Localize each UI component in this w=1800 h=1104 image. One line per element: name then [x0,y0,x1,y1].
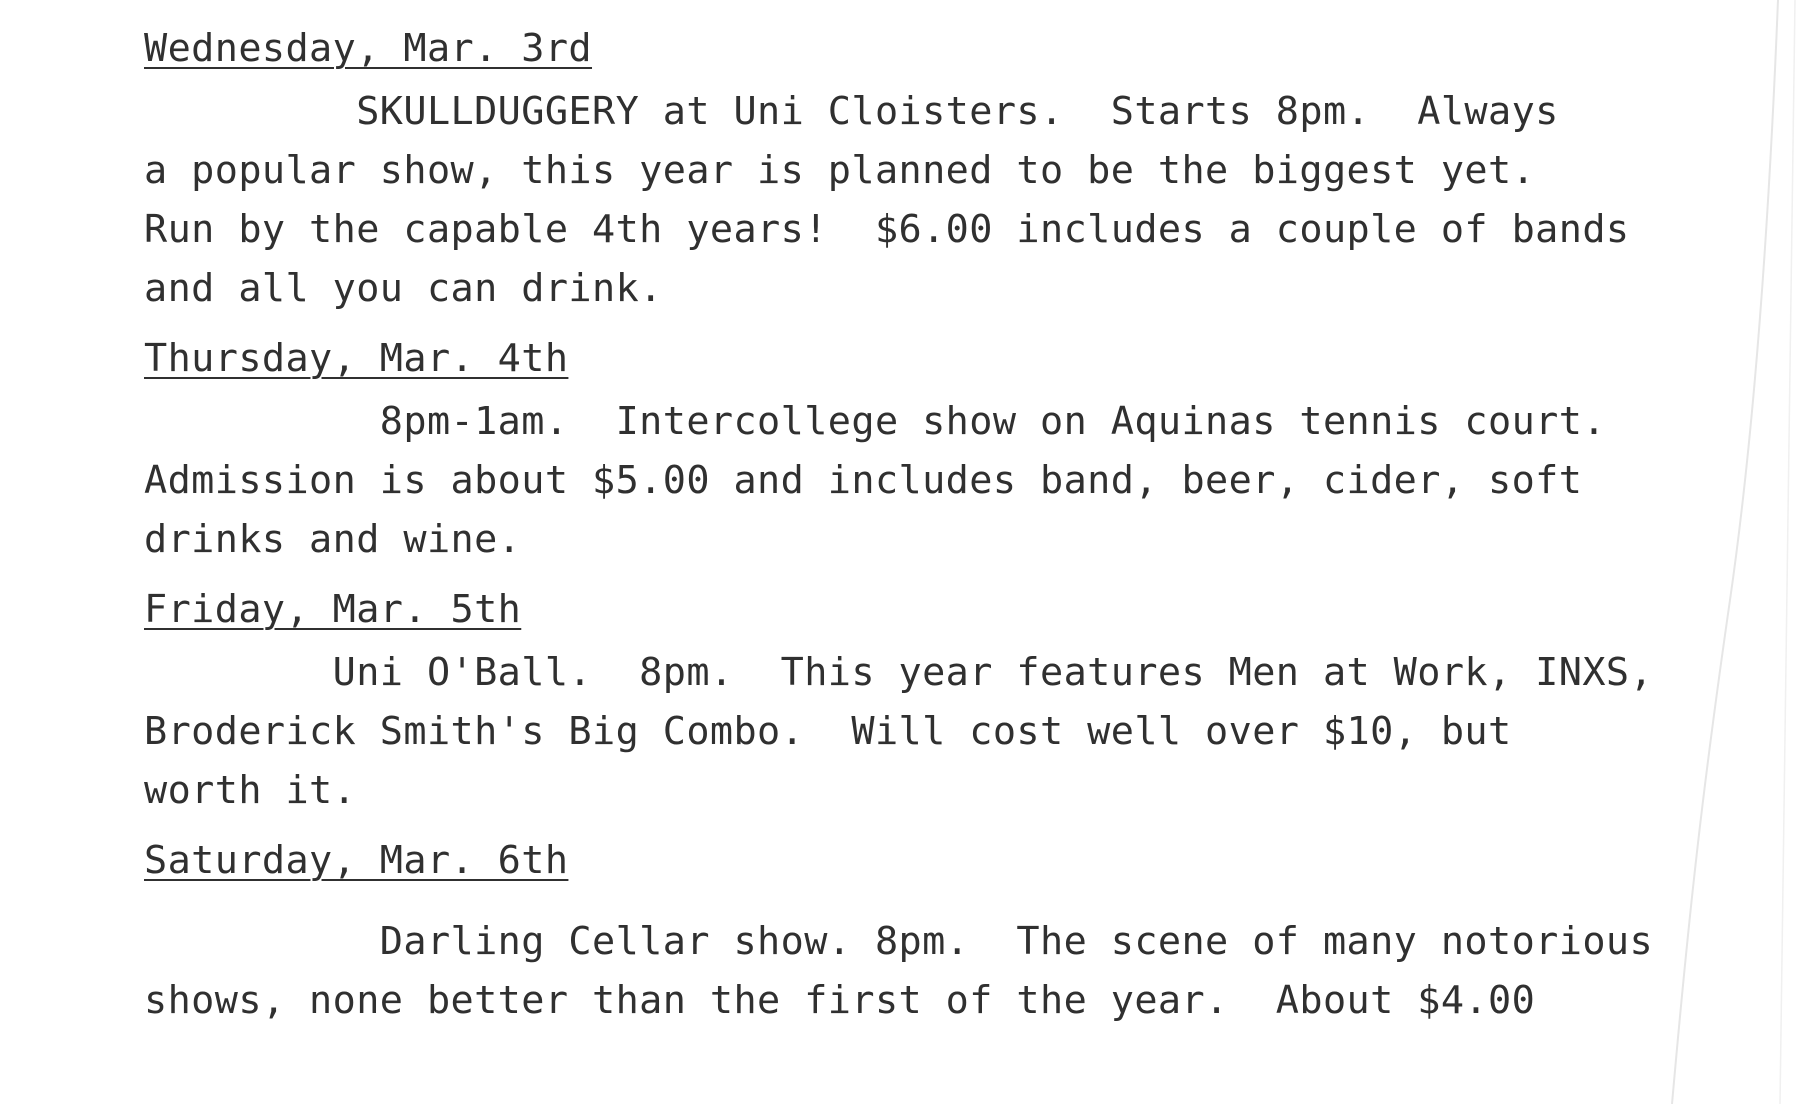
event-entry-friday [144,583,1704,820]
spacer [144,894,1704,912]
event-line: drinks and wine. [144,517,522,562]
event-line: Broderick Smith's Big Combo. Will cost well over $10, but [144,709,1512,754]
event-line: Run by the capable 4th years! $6.00 includes a couple of bands [144,207,1630,252]
event-date: Thursday, Mar. 4th [144,336,569,381]
spacer [144,820,1704,834]
event-line: worth it. [144,768,357,813]
event-line: SKULLDUGGERY at Uni Cloisters. Starts 8pm. Always [144,89,1559,134]
spacer [144,569,1704,583]
event-entry-thursday [144,332,1704,569]
spacer [144,318,1704,332]
event-listing [144,22,1704,1030]
event-date: Friday, Mar. 5th [144,587,522,632]
event-entry-wednesday [144,22,1704,318]
event-line: 8pm-1am. Intercollege show on Aquinas tennis court. [144,399,1606,444]
event-line: shows, none better than the first of the year. About $4.00 [144,978,1536,1023]
event-line: Admission is about $5.00 and includes band, beer, cider, soft [144,458,1583,503]
event-line: Uni O'Ball. 8pm. This year features Men at Work, INXS, [144,650,1654,695]
event-entry-saturday [144,834,1704,1030]
event-date: Saturday, Mar. 6th [144,838,569,883]
event-line: and all you can drink. [144,266,663,311]
event-line: Darling Cellar show. 8pm. The scene of many notorious [144,919,1654,964]
event-line: a popular show, this year is planned to be the biggest yet. [144,148,1536,193]
event-date: Wednesday, Mar. 3rd [144,26,593,71]
